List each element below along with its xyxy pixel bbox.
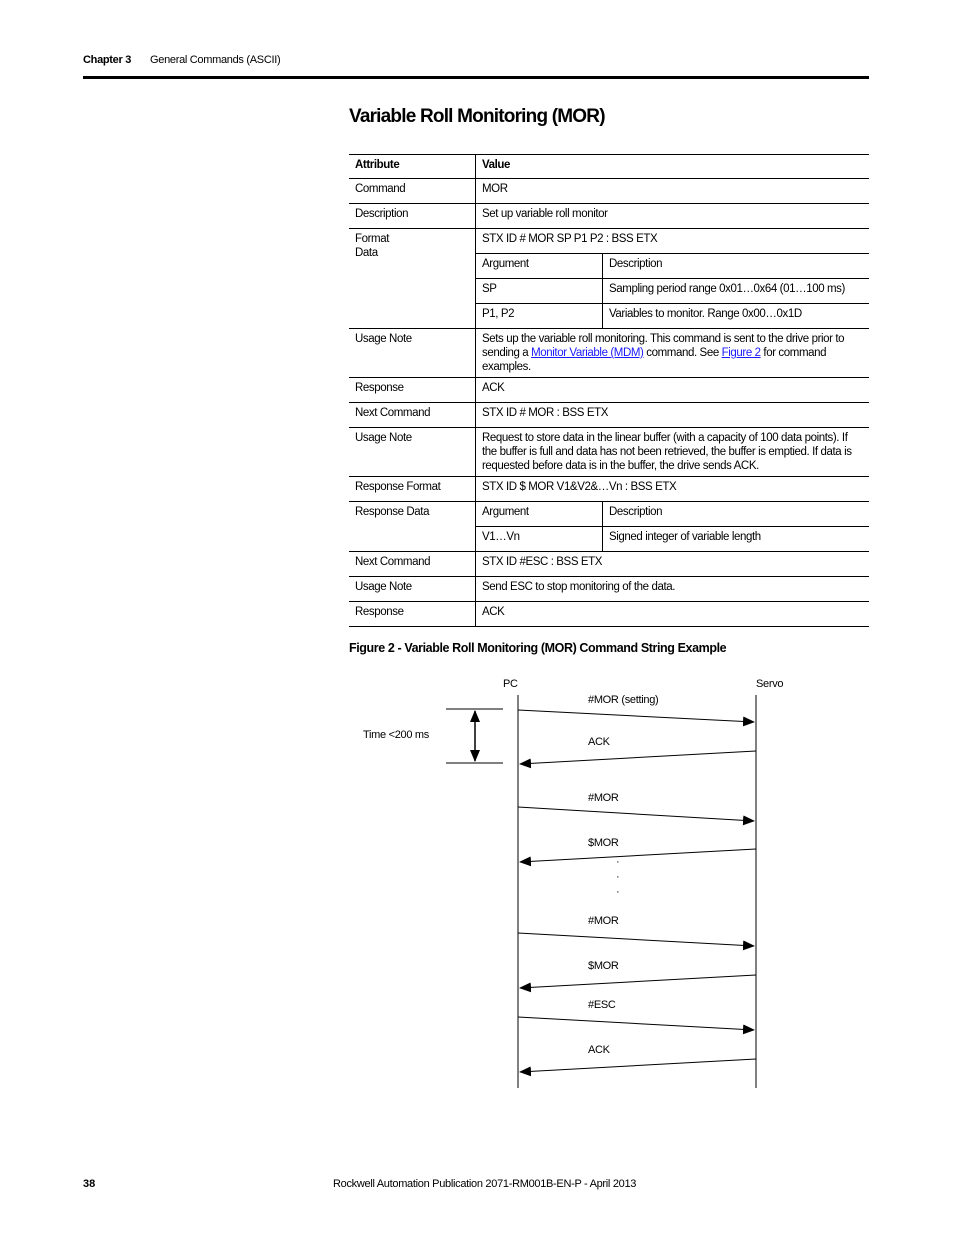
data-label: Data <box>355 247 378 259</box>
usage-text-a: Sets up the variable roll monitoring. This command is sent to the drive prior to sending a <box>482 333 845 359</box>
argument-cell: V1…Vn <box>476 527 603 552</box>
usage-text-b: command. See <box>643 347 722 359</box>
attr-value: Send ESC to stop monitoring of the data. <box>476 577 870 602</box>
chapter-title: General Commands (ASCII) <box>150 54 281 66</box>
description-cell: Signed integer of variable length <box>603 527 870 552</box>
attr-label: Response <box>349 378 476 403</box>
attr-value: MOR <box>476 179 870 204</box>
page-number: 38 <box>83 1178 96 1190</box>
usage-text-c: for command examples. <box>482 347 827 373</box>
message-arrow-to-servo <box>518 933 754 946</box>
continuation-dot: · <box>616 856 620 868</box>
message-label: $MOR <box>588 837 619 849</box>
attr-label: Usage Note <box>349 577 476 602</box>
message-arrow-to-servo <box>518 807 754 821</box>
attr-label: Response Data <box>349 502 476 552</box>
message-label: #MOR <box>588 792 619 804</box>
continuation-dot: · <box>616 871 620 883</box>
header-value: Value <box>476 155 870 179</box>
time-label: Time <200 ms <box>363 729 429 741</box>
message-label: ACK <box>588 736 610 748</box>
argument-cell: SP <box>476 279 603 304</box>
attr-label: Usage Note <box>349 428 476 477</box>
description-cell: Sampling period range 0x01…0x64 (01…100 ms) <box>603 279 870 304</box>
link-monitor-variable[interactable]: Monitor Variable (MDM) <box>531 347 644 359</box>
message-arrow-to-servo <box>518 1017 754 1030</box>
argument-cell: P1, P2 <box>476 304 603 329</box>
message-label: #MOR (setting) <box>588 694 659 706</box>
attr-value: Set up variable roll monitor <box>476 204 870 229</box>
pc-label: PC <box>503 678 518 690</box>
attr-value: STX ID $ MOR V1&V2&…Vn : BSS ETX <box>476 477 870 502</box>
attr-label: Usage Note <box>349 329 476 378</box>
sub-header-argument: Argument <box>476 502 603 527</box>
chapter-number: Chapter 3 <box>83 54 132 66</box>
attr-value: ACK <box>476 602 870 627</box>
sub-header-argument: Argument <box>476 254 603 279</box>
figure-caption: Figure 2 - Variable Roll Monitoring (MOR) Command String Example <box>349 641 727 655</box>
attr-label: Next Command <box>349 552 476 577</box>
attr-value: STX ID # MOR SP P1 P2 : BSS ETX <box>476 229 870 254</box>
message-arrow-to-pc <box>520 849 756 862</box>
description-cell: Variables to monitor. Range 0x00…0x1D <box>603 304 870 329</box>
message-label: #ESC <box>588 999 616 1011</box>
header-attribute: Attribute <box>349 155 476 179</box>
attr-label: Next Command <box>349 403 476 428</box>
sub-header-description: Description <box>603 254 870 279</box>
attr-label: Response <box>349 602 476 627</box>
message-label: $MOR <box>588 960 619 972</box>
message-arrow-to-pc <box>520 751 756 764</box>
message-arrow-to-pc <box>520 975 756 988</box>
message-arrow-to-servo <box>518 710 754 722</box>
attr-value: Request to store data in the linear buffer (with a capacity of 100 data points). If the buffer is full and data has not been retrieved, the buffer is emptied. If data is requested before data is in the buffer, the drive sends ACK. <box>476 428 870 477</box>
attr-value: ACK <box>476 378 870 403</box>
servo-label: Servo <box>756 678 784 690</box>
format-label: Format <box>355 233 390 245</box>
message-label: ACK <box>588 1044 610 1056</box>
link-figure-2[interactable]: Figure 2 <box>721 347 761 359</box>
attr-label: Response Format <box>349 477 476 502</box>
attr-label: Description <box>349 204 476 229</box>
message-arrow-to-pc <box>520 1059 756 1072</box>
publication-info: Rockwell Automation Publication 2071-RM001B-EN-P - April 2013 <box>333 1178 637 1190</box>
attr-label: Command <box>349 179 476 204</box>
message-label: #MOR <box>588 915 619 927</box>
attr-value: STX ID #ESC : BSS ETX <box>476 552 870 577</box>
section-title: Variable Roll Monitoring (MOR) <box>349 106 605 127</box>
continuation-dot: · <box>616 886 620 898</box>
attr-value: STX ID # MOR : BSS ETX <box>476 403 870 428</box>
sub-header-description: Description <box>603 502 870 527</box>
